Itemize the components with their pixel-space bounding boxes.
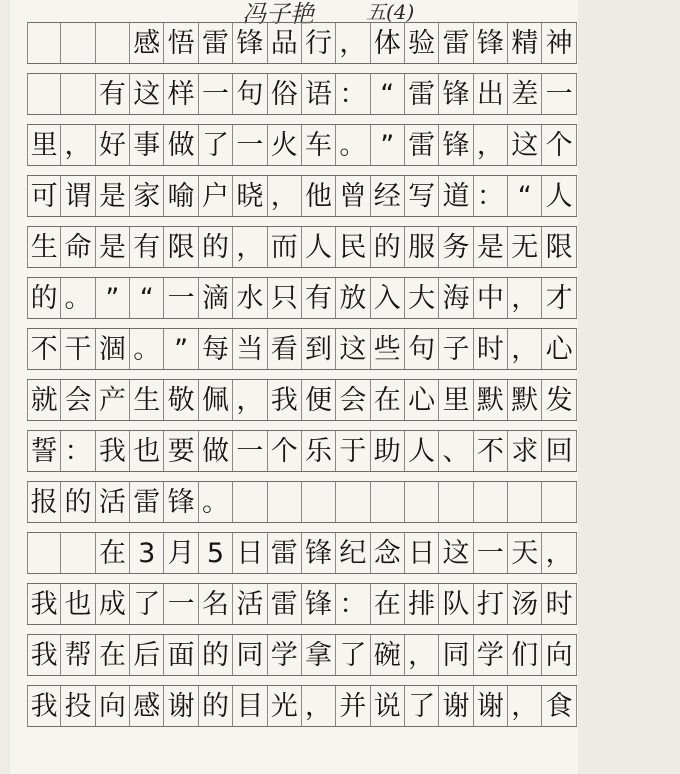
grid-cell: 投 bbox=[61, 686, 95, 726]
grid-cell: 感 bbox=[130, 686, 164, 726]
grid-cell: 水 bbox=[233, 278, 267, 318]
grid-cell: 子 bbox=[439, 329, 473, 369]
grid-cell: 也 bbox=[61, 584, 95, 624]
grid-cell: 做 bbox=[199, 431, 233, 471]
grid-cell: 默 bbox=[508, 380, 542, 420]
grid-cell: 雷 bbox=[268, 584, 302, 624]
grid-cell bbox=[336, 482, 370, 522]
grid-cell: 行 bbox=[302, 23, 336, 63]
grid-cell bbox=[439, 482, 473, 522]
grid-row bbox=[27, 685, 577, 727]
grid-row bbox=[27, 226, 577, 268]
grid-row bbox=[27, 277, 577, 319]
grid-cell: 他 bbox=[302, 176, 336, 216]
grid-cell: ， bbox=[233, 227, 267, 267]
grid-cell: 这 bbox=[336, 329, 370, 369]
grid-cell: 这 bbox=[508, 125, 542, 165]
grid-cell: 谓 bbox=[61, 176, 95, 216]
grid-cell: 佩 bbox=[199, 380, 233, 420]
grid-cell: 有 bbox=[130, 227, 164, 267]
grid-cell: 的 bbox=[199, 227, 233, 267]
grid-cell: ， bbox=[61, 125, 95, 165]
grid-cell: 一 bbox=[542, 74, 576, 114]
grid-cell: 好 bbox=[96, 125, 130, 165]
grid-cell: 乐 bbox=[302, 431, 336, 471]
grid-cell: 一 bbox=[164, 278, 198, 318]
grid-cell: 学 bbox=[268, 635, 302, 675]
grid-cell: 滴 bbox=[199, 278, 233, 318]
grid-cell bbox=[96, 23, 130, 63]
grid-cell: 火 bbox=[268, 125, 302, 165]
grid-cell: “ bbox=[130, 278, 164, 318]
grid-row bbox=[27, 328, 577, 370]
grid-cell bbox=[27, 533, 61, 573]
grid-cell: 只 bbox=[268, 278, 302, 318]
grid-cell: 了 bbox=[405, 686, 439, 726]
grid-cell: 我 bbox=[27, 686, 61, 726]
grid-cell: 不 bbox=[474, 431, 508, 471]
grid-cell: 活 bbox=[96, 482, 130, 522]
grid-row bbox=[27, 583, 577, 625]
grid-cell: 看 bbox=[268, 329, 302, 369]
grid-cell: 于 bbox=[336, 431, 370, 471]
grid-cell bbox=[474, 482, 508, 522]
grid-cell: 是 bbox=[96, 227, 130, 267]
grid-cell: 锋 bbox=[474, 23, 508, 63]
grid-cell: 限 bbox=[164, 227, 198, 267]
grid-cell: 碗 bbox=[371, 635, 405, 675]
grid-cell: 在 bbox=[96, 635, 130, 675]
grid-cell: 干 bbox=[61, 329, 95, 369]
grid-cell: 人 bbox=[405, 431, 439, 471]
grid-cell: 些 bbox=[371, 329, 405, 369]
grid-cell: 喻 bbox=[164, 176, 198, 216]
grid-cell: 在 bbox=[371, 584, 405, 624]
grid-cell: 车 bbox=[302, 125, 336, 165]
grid-row bbox=[27, 481, 577, 523]
grid-cell: 。 bbox=[336, 125, 370, 165]
grid-cell: 目 bbox=[233, 686, 267, 726]
grid-cell: 报 bbox=[27, 482, 61, 522]
grid-cell: 语 bbox=[302, 74, 336, 114]
grid-cell: 差 bbox=[508, 74, 542, 114]
grid-cell: 涸 bbox=[96, 329, 130, 369]
grid-cell: 而 bbox=[268, 227, 302, 267]
writing-grid bbox=[27, 22, 577, 736]
grid-row bbox=[27, 634, 577, 676]
grid-cell: 神 bbox=[542, 23, 576, 63]
grid-cell: 求 bbox=[508, 431, 542, 471]
grid-cell: 在 bbox=[371, 380, 405, 420]
grid-cell: 是 bbox=[96, 176, 130, 216]
grid-cell: 一 bbox=[233, 125, 267, 165]
grid-cell: 了 bbox=[199, 125, 233, 165]
grid-cell: 是 bbox=[474, 227, 508, 267]
grid-cell: 命 bbox=[61, 227, 95, 267]
grid-cell: 有 bbox=[96, 74, 130, 114]
grid-cell: 一 bbox=[233, 431, 267, 471]
grid-cell: 雷 bbox=[130, 482, 164, 522]
grid-cell: 人 bbox=[302, 227, 336, 267]
grid-cell: 到 bbox=[302, 329, 336, 369]
grid-cell: 我 bbox=[268, 380, 302, 420]
grid-cell: 回 bbox=[542, 431, 576, 471]
grid-cell: 说 bbox=[371, 686, 405, 726]
grid-cell: 锋 bbox=[164, 482, 198, 522]
grid-row bbox=[27, 379, 577, 421]
grid-cell: 句 bbox=[405, 329, 439, 369]
grid-cell: 3 bbox=[130, 533, 164, 573]
grid-cell: 锋 bbox=[439, 125, 473, 165]
grid-cell: 体 bbox=[371, 23, 405, 63]
grid-cell: 锋 bbox=[302, 533, 336, 573]
grid-cell: 一 bbox=[164, 584, 198, 624]
grid-cell: 户 bbox=[199, 176, 233, 216]
grid-cell: 汤 bbox=[508, 584, 542, 624]
grid-cell: 雷 bbox=[405, 125, 439, 165]
grid-cell: 时 bbox=[542, 584, 576, 624]
grid-cell: “ bbox=[508, 176, 542, 216]
grid-cell bbox=[268, 482, 302, 522]
grid-cell: 俗 bbox=[268, 74, 302, 114]
grid-cell: 雷 bbox=[268, 533, 302, 573]
grid-cell: 谢 bbox=[474, 686, 508, 726]
grid-cell: 5 bbox=[199, 533, 233, 573]
grid-cell: 服 bbox=[405, 227, 439, 267]
grid-cell: 的 bbox=[199, 686, 233, 726]
grid-cell: 句 bbox=[233, 74, 267, 114]
grid-cell: ： bbox=[336, 584, 370, 624]
grid-cell bbox=[233, 482, 267, 522]
grid-cell: 同 bbox=[233, 635, 267, 675]
grid-cell: 日 bbox=[233, 533, 267, 573]
grid-cell: 帮 bbox=[61, 635, 95, 675]
grid-cell: 雷 bbox=[439, 23, 473, 63]
grid-cell: 样 bbox=[164, 74, 198, 114]
grid-cell: 曾 bbox=[336, 176, 370, 216]
grid-cell: 品 bbox=[268, 23, 302, 63]
grid-cell: 这 bbox=[439, 533, 473, 573]
grid-cell: 可 bbox=[27, 176, 61, 216]
grid-cell: 海 bbox=[439, 278, 473, 318]
grid-cell: ， bbox=[302, 686, 336, 726]
grid-cell: 向 bbox=[96, 686, 130, 726]
grid-cell: 。 bbox=[199, 482, 233, 522]
grid-cell: 誓 bbox=[27, 431, 61, 471]
grid-cell: 会 bbox=[61, 380, 95, 420]
grid-row bbox=[27, 22, 577, 64]
grid-cell: 晓 bbox=[233, 176, 267, 216]
grid-cell: 一 bbox=[199, 74, 233, 114]
grid-cell: 中 bbox=[474, 278, 508, 318]
grid-cell bbox=[542, 482, 576, 522]
grid-cell: 我 bbox=[96, 431, 130, 471]
grid-cell: 并 bbox=[336, 686, 370, 726]
grid-cell: ， bbox=[508, 329, 542, 369]
grid-cell: ， bbox=[405, 635, 439, 675]
grid-cell: 产 bbox=[96, 380, 130, 420]
grid-cell: 入 bbox=[371, 278, 405, 318]
grid-cell bbox=[27, 74, 61, 114]
grid-cell: 面 bbox=[164, 635, 198, 675]
grid-cell: 里 bbox=[439, 380, 473, 420]
grid-row bbox=[27, 430, 577, 472]
grid-cell: 、 bbox=[439, 431, 473, 471]
grid-cell: ： bbox=[61, 431, 95, 471]
grid-cell: 就 bbox=[27, 380, 61, 420]
grid-cell: ： bbox=[474, 176, 508, 216]
grid-cell: 排 bbox=[405, 584, 439, 624]
grid-cell: 一 bbox=[474, 533, 508, 573]
grid-cell: 日 bbox=[405, 533, 439, 573]
grid-cell bbox=[61, 74, 95, 114]
grid-cell: 默 bbox=[474, 380, 508, 420]
grid-cell bbox=[508, 482, 542, 522]
grid-cell: 了 bbox=[130, 584, 164, 624]
grid-cell bbox=[371, 482, 405, 522]
grid-cell: 里 bbox=[27, 125, 61, 165]
grid-cell: 限 bbox=[542, 227, 576, 267]
grid-cell: 们 bbox=[508, 635, 542, 675]
grid-cell: 生 bbox=[27, 227, 61, 267]
grid-row bbox=[27, 532, 577, 574]
grid-cell: 的 bbox=[199, 635, 233, 675]
grid-cell: 天 bbox=[508, 533, 542, 573]
grid-row bbox=[27, 124, 577, 166]
grid-cell: ” bbox=[371, 125, 405, 165]
grid-cell: ， bbox=[542, 533, 576, 573]
grid-cell: ” bbox=[164, 329, 198, 369]
grid-cell: ， bbox=[233, 380, 267, 420]
grid-cell: ： bbox=[336, 74, 370, 114]
grid-cell: 同 bbox=[439, 635, 473, 675]
grid-cell: 写 bbox=[405, 176, 439, 216]
grid-cell: 我 bbox=[27, 635, 61, 675]
grid-cell: 事 bbox=[130, 125, 164, 165]
grid-cell: 便 bbox=[302, 380, 336, 420]
grid-cell: ， bbox=[474, 125, 508, 165]
grid-cell: 家 bbox=[130, 176, 164, 216]
grid-cell: 锋 bbox=[233, 23, 267, 63]
grid-cell: 时 bbox=[474, 329, 508, 369]
grid-cell: 向 bbox=[542, 635, 576, 675]
grid-cell: 道 bbox=[439, 176, 473, 216]
grid-cell: 的 bbox=[27, 278, 61, 318]
grid-cell: 谢 bbox=[164, 686, 198, 726]
grid-cell: 个 bbox=[268, 431, 302, 471]
grid-cell: 的 bbox=[61, 482, 95, 522]
grid-cell: 打 bbox=[474, 584, 508, 624]
grid-cell: 食 bbox=[542, 686, 576, 726]
grid-row bbox=[27, 73, 577, 115]
grid-cell: 锋 bbox=[302, 584, 336, 624]
grid-cell: 发 bbox=[542, 380, 576, 420]
grid-cell bbox=[302, 482, 336, 522]
grid-cell: 名 bbox=[199, 584, 233, 624]
grid-cell: 悟 bbox=[164, 23, 198, 63]
grid-cell: ， bbox=[508, 686, 542, 726]
grid-cell: 在 bbox=[96, 533, 130, 573]
grid-cell: 后 bbox=[130, 635, 164, 675]
grid-cell: 了 bbox=[336, 635, 370, 675]
grid-cell: 精 bbox=[508, 23, 542, 63]
grid-cell: 拿 bbox=[302, 635, 336, 675]
grid-cell: 当 bbox=[233, 329, 267, 369]
grid-cell bbox=[61, 23, 95, 63]
grid-cell: 要 bbox=[164, 431, 198, 471]
grid-cell: 学 bbox=[474, 635, 508, 675]
grid-cell: 无 bbox=[508, 227, 542, 267]
grid-cell: 队 bbox=[439, 584, 473, 624]
grid-cell: 谢 bbox=[439, 686, 473, 726]
grid-cell: 的 bbox=[371, 227, 405, 267]
grid-cell: 验 bbox=[405, 23, 439, 63]
grid-cell: 感 bbox=[130, 23, 164, 63]
grid-cell bbox=[27, 23, 61, 63]
grid-cell: 锋 bbox=[439, 74, 473, 114]
grid-cell: 出 bbox=[474, 74, 508, 114]
grid-cell: 生 bbox=[130, 380, 164, 420]
grid-cell: 每 bbox=[199, 329, 233, 369]
grid-cell: 心 bbox=[405, 380, 439, 420]
student-class: 五(4) bbox=[366, 0, 415, 24]
grid-cell: 才 bbox=[542, 278, 576, 318]
grid-cell: 敬 bbox=[164, 380, 198, 420]
essay-paper bbox=[10, 0, 578, 774]
grid-cell: 心 bbox=[542, 329, 576, 369]
grid-cell: 成 bbox=[96, 584, 130, 624]
grid-cell: 念 bbox=[371, 533, 405, 573]
grid-cell: 。 bbox=[61, 278, 95, 318]
grid-cell: ” bbox=[96, 278, 130, 318]
grid-cell: 雷 bbox=[405, 74, 439, 114]
grid-cell: ， bbox=[508, 278, 542, 318]
grid-cell: 。 bbox=[130, 329, 164, 369]
grid-cell: 经 bbox=[371, 176, 405, 216]
student-name: 冯子艳 bbox=[242, 0, 314, 28]
grid-row bbox=[27, 175, 577, 217]
grid-cell: 个 bbox=[542, 125, 576, 165]
grid-cell: “ bbox=[371, 74, 405, 114]
grid-cell: 人 bbox=[542, 176, 576, 216]
grid-cell: 光 bbox=[268, 686, 302, 726]
grid-cell: 纪 bbox=[336, 533, 370, 573]
grid-cell bbox=[61, 533, 95, 573]
grid-cell: 我 bbox=[27, 584, 61, 624]
grid-cell: 活 bbox=[233, 584, 267, 624]
header bbox=[10, 0, 578, 28]
grid-cell: 这 bbox=[130, 74, 164, 114]
grid-cell: 务 bbox=[439, 227, 473, 267]
adjacent-page-edge bbox=[578, 0, 680, 774]
grid-cell: 民 bbox=[336, 227, 370, 267]
grid-cell: 放 bbox=[336, 278, 370, 318]
grid-cell: ， bbox=[336, 23, 370, 63]
grid-cell: 会 bbox=[336, 380, 370, 420]
grid-cell: ， bbox=[268, 176, 302, 216]
grid-cell: 做 bbox=[164, 125, 198, 165]
grid-cell: 雷 bbox=[199, 23, 233, 63]
grid-cell: 也 bbox=[130, 431, 164, 471]
grid-cell bbox=[405, 482, 439, 522]
grid-cell: 助 bbox=[371, 431, 405, 471]
grid-cell: 月 bbox=[164, 533, 198, 573]
grid-cell: 大 bbox=[405, 278, 439, 318]
grid-cell: 不 bbox=[27, 329, 61, 369]
grid-cell: 有 bbox=[302, 278, 336, 318]
